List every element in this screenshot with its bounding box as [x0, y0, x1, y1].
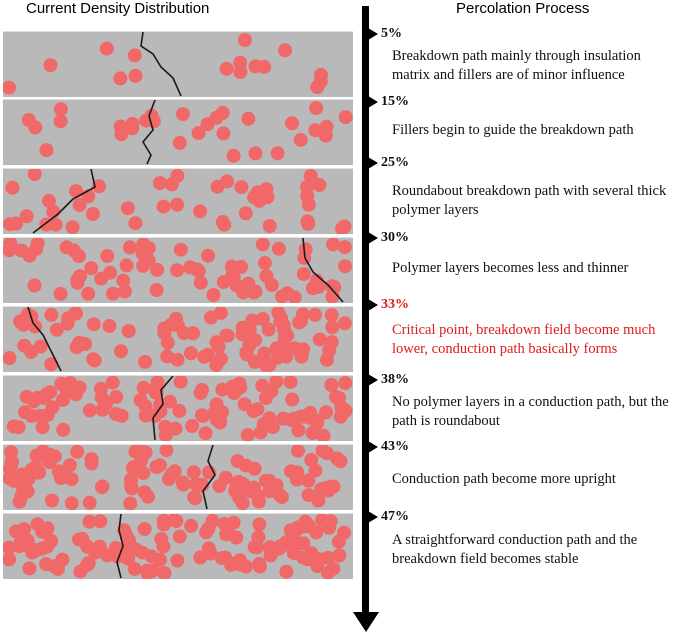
filler-particle — [174, 376, 188, 389]
filler-particle — [40, 143, 54, 157]
filler-particle — [193, 551, 207, 565]
filler-particle — [185, 419, 199, 433]
filler-particle — [153, 458, 167, 472]
filler-particle — [187, 490, 201, 504]
filler-particle — [122, 324, 136, 338]
stage-description-43: Conduction path become more upright — [392, 471, 616, 487]
filler-particle — [82, 556, 96, 570]
filler-particle — [284, 376, 298, 389]
filler-particle — [215, 551, 229, 565]
density-image-38 — [3, 376, 353, 441]
density-panel-47 — [3, 513, 353, 579]
density-panel-30 — [3, 237, 353, 303]
filler-particle — [137, 381, 151, 395]
left-column-title: Current Density Distribution — [26, 0, 210, 17]
filler-particle — [86, 207, 100, 221]
filler-particle — [96, 480, 110, 494]
right-column-title: Percolation Process — [456, 0, 590, 17]
filler-particle — [128, 445, 142, 459]
filler-particle — [3, 351, 17, 365]
filler-particle — [332, 535, 346, 549]
filler-particle — [72, 336, 86, 350]
filler-particle — [262, 474, 276, 488]
filler-particle — [85, 452, 99, 466]
filler-particle — [286, 542, 300, 556]
density-image-47 — [3, 514, 353, 579]
filler-particle — [25, 409, 39, 423]
filler-particle — [36, 420, 50, 434]
filler-particle — [240, 347, 254, 361]
filler-particle — [5, 455, 19, 469]
filler-particle — [233, 56, 247, 70]
filler-particle — [40, 387, 54, 401]
filler-particle — [301, 214, 315, 228]
filler-particle — [251, 489, 265, 503]
filler-particle — [302, 198, 316, 212]
filler-particle — [259, 358, 273, 372]
filler-particle — [236, 496, 250, 510]
stage-percent-47: 47% — [381, 509, 409, 524]
filler-particle — [93, 514, 107, 528]
filler-particle — [257, 60, 271, 74]
filler-particle — [253, 560, 267, 574]
stage-description-47: A straightforward conduction path and the breakdown field becomes stable — [392, 532, 638, 567]
filler-particle — [54, 114, 68, 128]
filler-particle — [248, 462, 262, 476]
stage-description-15: Fillers begin to guide the breakdown path — [392, 122, 634, 138]
filler-particle — [139, 409, 153, 423]
filler-particle — [20, 390, 34, 404]
filler-particle — [265, 278, 279, 292]
filler-particle — [231, 454, 245, 468]
filler-particle — [262, 411, 276, 425]
filler-particle — [87, 317, 101, 331]
filler-particle — [84, 261, 98, 275]
filler-particle — [199, 426, 213, 440]
filler-particle — [170, 198, 184, 212]
filler-particle — [60, 384, 74, 398]
filler-particle — [308, 308, 322, 322]
filler-particle — [216, 126, 230, 140]
filler-particle — [171, 353, 185, 367]
filler-particle — [138, 355, 152, 369]
filler-particle — [51, 562, 65, 576]
filler-particle — [176, 476, 190, 490]
filler-particle — [100, 249, 114, 263]
density-panel-15 — [3, 99, 353, 165]
filler-particle — [291, 445, 305, 458]
filler-particle — [243, 323, 257, 337]
filler-particle — [255, 379, 269, 393]
filler-particle — [114, 120, 128, 134]
filler-particle — [3, 243, 16, 257]
filler-particle — [189, 477, 203, 491]
filler-particle — [156, 540, 170, 554]
filler-particle — [13, 539, 27, 553]
filler-particle — [28, 169, 42, 181]
filler-particle — [241, 112, 255, 126]
filler-particle — [227, 516, 241, 530]
filler-particle — [322, 521, 336, 535]
filler-particle — [297, 267, 311, 281]
filler-particle — [83, 403, 97, 417]
filler-particle — [174, 243, 188, 257]
density-panel-5 — [3, 31, 353, 97]
filler-particle — [239, 206, 253, 220]
filler-particle — [120, 258, 134, 272]
density-image-43 — [3, 445, 353, 510]
filler-particle — [339, 404, 353, 418]
filler-particle — [310, 80, 324, 94]
breakdown-path — [141, 32, 181, 96]
stage-percent-38: 38% — [381, 372, 409, 387]
filler-particle — [56, 423, 70, 437]
filler-particle — [308, 464, 322, 478]
filler-particle — [140, 564, 154, 578]
timeline-arrowhead — [353, 612, 379, 632]
filler-particle — [338, 316, 352, 330]
filler-particle — [169, 514, 183, 528]
filler-particle — [16, 318, 30, 332]
density-panel-25 — [3, 168, 353, 234]
filler-particle — [54, 287, 68, 301]
filler-particle — [23, 561, 37, 575]
filler-particle — [128, 48, 142, 62]
filler-particle — [225, 380, 239, 394]
filler-particle — [60, 240, 74, 254]
filler-particle — [173, 136, 187, 150]
filler-particle — [157, 566, 171, 579]
filler-particle — [150, 263, 164, 277]
filler-particle — [153, 176, 167, 190]
density-image-15 — [3, 100, 353, 165]
filler-particle — [157, 326, 171, 340]
filler-particle — [116, 274, 130, 288]
filler-particle — [294, 133, 308, 147]
filler-particle — [338, 240, 352, 254]
filler-particle — [314, 68, 328, 82]
filler-particle — [113, 71, 127, 85]
filler-particle — [210, 335, 224, 349]
filler-particle — [326, 238, 340, 251]
filler-particle — [106, 287, 120, 301]
filler-particle — [332, 549, 346, 563]
stage-percent-5: 5% — [381, 26, 402, 41]
filler-particle — [216, 106, 230, 120]
filler-particle — [302, 488, 316, 502]
filler-particle — [275, 290, 289, 303]
filler-particle — [69, 184, 83, 198]
filler-particle — [211, 414, 225, 428]
filler-particle — [81, 287, 95, 301]
filler-particle — [241, 428, 255, 441]
filler-particle — [262, 323, 276, 337]
filler-particle — [176, 107, 190, 121]
density-panel-38 — [3, 375, 353, 441]
filler-particle — [45, 494, 59, 508]
filler-particle — [65, 472, 79, 486]
filler-particle — [44, 357, 58, 371]
filler-particle — [171, 319, 185, 333]
filler-particle — [200, 117, 214, 131]
filler-particle — [7, 419, 21, 433]
filler-particle — [220, 62, 234, 76]
filler-particle — [339, 110, 353, 124]
stage-tick — [368, 299, 378, 311]
filler-particle — [121, 201, 135, 215]
filler-particle — [144, 549, 158, 563]
filler-particle — [44, 308, 58, 322]
filler-particle — [321, 551, 335, 565]
filler-particle — [92, 544, 106, 558]
filler-particle — [306, 281, 320, 295]
filler-particle — [160, 445, 174, 457]
filler-particle — [173, 530, 187, 544]
filler-particle — [229, 531, 243, 545]
filler-particle — [162, 472, 176, 486]
filler-particle — [313, 333, 327, 347]
filler-particle — [325, 335, 339, 349]
filler-particle — [70, 445, 84, 459]
filler-particle — [279, 565, 293, 579]
filler-particle — [272, 542, 286, 556]
filler-particle — [238, 33, 252, 47]
stage-tick — [368, 511, 378, 523]
filler-particle — [150, 283, 164, 297]
filler-particle — [100, 42, 114, 56]
filler-particle — [249, 146, 263, 160]
filler-particle — [299, 242, 313, 256]
stage-tick — [368, 232, 378, 244]
filler-particle — [303, 552, 317, 566]
filler-particle — [44, 58, 58, 72]
filler-particle — [197, 350, 211, 364]
stage-description-38: No polymer layers in a conduction path, but the path is roundabout — [392, 394, 669, 429]
filler-particle — [65, 496, 79, 510]
filler-particle — [83, 496, 97, 510]
density-panel-33 — [3, 306, 353, 372]
filler-particle — [312, 178, 326, 192]
filler-particle — [157, 518, 171, 532]
density-panel-43 — [3, 444, 353, 510]
filler-particle — [247, 190, 261, 204]
filler-particle — [285, 116, 299, 130]
filler-particle — [284, 413, 298, 427]
filler-particle — [195, 408, 209, 422]
stage-percent-25: 25% — [381, 155, 409, 170]
filler-particle — [239, 560, 253, 574]
filler-particle — [257, 347, 271, 361]
filler-particle — [254, 426, 268, 440]
filler-particle — [194, 386, 208, 400]
filler-particle — [54, 102, 68, 116]
filler-particle — [123, 240, 137, 254]
stage-description-25: Roundabout breakdown path with several thick polymer layers — [392, 183, 667, 218]
filler-particle — [214, 352, 228, 366]
filler-particle — [66, 220, 80, 234]
stage-percent-30: 30% — [381, 230, 409, 245]
filler-particle — [184, 519, 198, 533]
filler-particle — [115, 409, 129, 423]
filler-particle — [238, 397, 252, 411]
filler-particle — [94, 382, 108, 396]
filler-particle — [284, 464, 298, 478]
stage-percent-15: 15% — [381, 94, 409, 109]
filler-particle — [204, 311, 218, 325]
filler-particle — [285, 393, 299, 407]
filler-particle — [72, 249, 86, 263]
filler-particle — [129, 69, 143, 83]
filler-particle — [263, 219, 277, 233]
filler-particle — [165, 177, 179, 191]
filler-particle — [256, 238, 270, 251]
filler-particle — [338, 376, 352, 390]
filler-particle — [294, 314, 308, 328]
filler-particle — [278, 43, 292, 57]
filler-particle — [271, 146, 285, 160]
filler-particle — [324, 378, 338, 392]
filler-particle — [6, 181, 20, 195]
filler-particle — [230, 477, 244, 491]
filler-particle — [114, 344, 128, 358]
filler-particle — [28, 279, 42, 293]
filler-particle — [94, 272, 108, 286]
filler-particle — [302, 519, 316, 533]
stage-percent-43: 43% — [381, 439, 409, 454]
filler-particle — [44, 534, 58, 548]
filler-particle — [272, 242, 286, 256]
stage-description-33: Critical point, breakdown field become much lower, conduction path basically forms — [392, 322, 656, 357]
filler-particle — [250, 540, 264, 554]
filler-particle — [124, 473, 138, 487]
filler-particle — [122, 533, 136, 547]
stage-tick — [368, 441, 378, 453]
stage-percent-33: 33% — [381, 297, 409, 312]
filler-particle — [216, 215, 230, 229]
filler-particle — [271, 351, 285, 365]
filler-particle — [103, 319, 117, 333]
filler-particle — [259, 391, 273, 405]
filler-particle — [15, 468, 29, 482]
filler-particle — [217, 275, 231, 289]
filler-particle — [252, 517, 266, 531]
filler-particle — [325, 308, 339, 322]
stage-tick — [368, 28, 378, 40]
filler-particle — [157, 200, 171, 214]
filler-particle — [309, 101, 323, 115]
filler-particle — [138, 522, 152, 536]
filler-particle — [234, 260, 248, 274]
filler-particle — [321, 484, 335, 498]
filler-particle — [320, 120, 334, 134]
filler-particle — [210, 397, 224, 411]
density-image-30 — [3, 238, 353, 303]
filler-particle — [30, 449, 44, 463]
filler-particle — [3, 81, 16, 95]
filler-particle — [275, 490, 289, 504]
filler-particle — [170, 263, 184, 277]
filler-particle — [28, 120, 42, 134]
filler-particle — [320, 353, 334, 367]
filler-particle — [170, 554, 184, 568]
density-image-33 — [3, 307, 353, 372]
filler-particle — [303, 411, 317, 425]
filler-particle — [227, 149, 241, 163]
filler-particle — [236, 285, 250, 299]
stage-description-30: Polymer layers becomes less and thinner — [392, 260, 629, 276]
filler-particle — [333, 454, 347, 468]
filler-particle — [250, 402, 264, 416]
filler-particle — [23, 249, 37, 263]
filler-particle — [193, 204, 207, 218]
filler-particle — [128, 216, 142, 230]
stage-tick — [368, 96, 378, 108]
filler-particle — [73, 269, 87, 283]
filler-particle — [24, 345, 38, 359]
stage-description-5: Breakdown path mainly through insulation matrix and fillers are of minor influence — [392, 48, 641, 83]
filler-particle — [15, 489, 29, 503]
filler-particle — [295, 350, 309, 364]
filler-particle — [207, 288, 221, 302]
filler-particle — [201, 249, 215, 263]
filler-particle — [88, 354, 102, 368]
filler-particle — [99, 396, 113, 410]
filler-particle — [325, 320, 339, 334]
filler-particle — [278, 331, 292, 345]
stage-tick — [368, 374, 378, 386]
filler-particle — [46, 400, 60, 414]
stage-tick — [368, 157, 378, 169]
density-image-25 — [3, 169, 353, 234]
filler-particle — [183, 260, 197, 274]
filler-particle — [141, 490, 155, 504]
filler-particle — [20, 209, 34, 223]
filler-particle — [258, 256, 272, 270]
density-image-5 — [3, 32, 353, 97]
filler-particle — [234, 180, 248, 194]
filler-particle — [172, 404, 186, 418]
filler-particle — [123, 497, 137, 511]
filler-particle — [220, 174, 234, 188]
filler-particle — [187, 465, 201, 479]
filler-particle — [338, 259, 352, 273]
filler-particle — [194, 276, 208, 290]
filler-particle — [50, 323, 64, 337]
filler-particle — [201, 522, 215, 536]
filler-particle — [184, 346, 198, 360]
filler-particle — [325, 279, 339, 293]
